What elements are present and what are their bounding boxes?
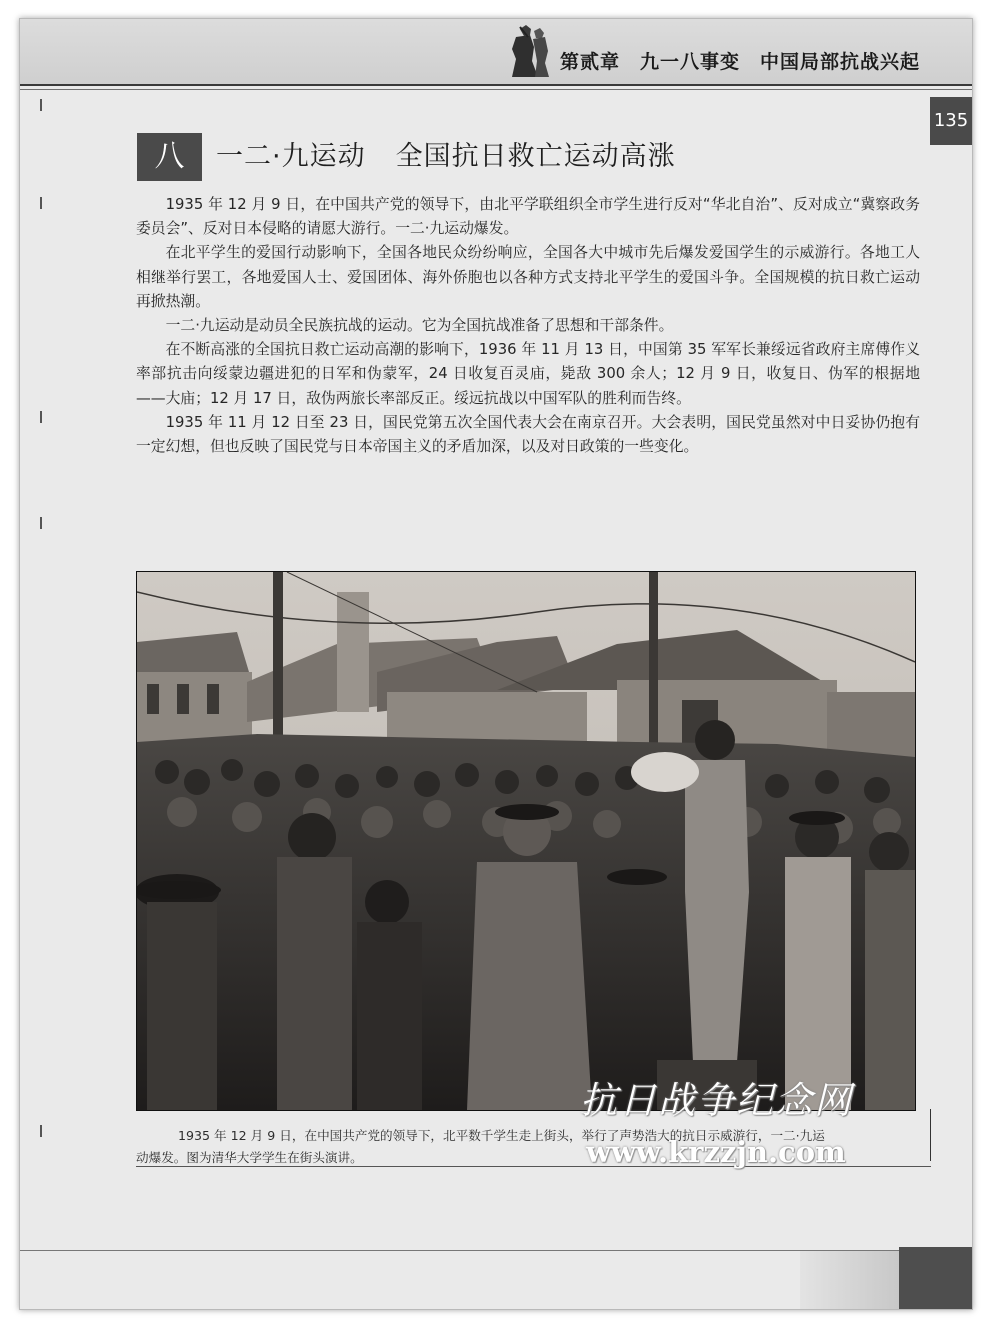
street-speech-photo-image [137, 572, 915, 1110]
page-header [20, 19, 972, 85]
header-rule-thin [20, 89, 972, 90]
caption-rule-vertical [930, 1109, 931, 1161]
section-title-part2: 全国抗日救亡运动高涨 [395, 141, 676, 172]
section-title [216, 133, 676, 181]
watermark-url: www.krzzjn.com [586, 1135, 846, 1169]
header-rule [20, 84, 972, 86]
paragraph: 在北平学生的爱国行动影响下，全国各地民众纷纷响应，全国各大中城市先后爆发爱国学生的示威游行。各地工人相继举行罢工，各地爱国人士、爱国团体、海外侨胞也以各种方式支持北平学生的爱国斗争。全国规模的抗日救亡运动再掀热潮。 [136, 244, 920, 310]
soldier-statue-icon [506, 23, 554, 79]
margin-tick [40, 1125, 42, 1137]
caption-line: 动爆发。图为清华大学学生在街头演讲。 [136, 1150, 363, 1165]
book-page [19, 18, 973, 1310]
paragraph: 1935 年 12 月 9 日，在中国共产党的领导下，由北平学联组织全市学生进行反对“华北自治”、反对成立“冀察政务委员会”、反对日本侵略的请愿大游行。一二·九运动爆发。 [136, 196, 920, 238]
margin-tick [40, 197, 42, 209]
margin-tick [40, 411, 42, 423]
footer-tab [899, 1247, 972, 1309]
margin-tick [40, 99, 42, 111]
margin-tick [40, 517, 42, 529]
page-number: 135 [930, 97, 972, 145]
footer-gradient-block [800, 1251, 899, 1309]
caption-line: 1935 年 12 月 9 日，在中国共产党的领导下，北平数千学生走上街头，举行了声势浩大的抗日示威游行，一二·九运 [178, 1128, 825, 1143]
paragraph: 一二·九运动是动员全民族抗战的运动。它为全国抗战准备了思想和干部条件。 [165, 317, 674, 335]
paragraph: 在不断高涨的全国抗日救亡运动高潮的影响下，1936 年 11 月 13 日，中国第 35 军军长兼绥远省政府主席傅作义率部抗击向绥蒙边疆进犯的日军和伪蒙军，24 日收复百灵庙，毙敌 300 余人；12 月 9 日，收复日、伪军的根据地——大庙；12 月 17 日，敌伪两旅长率部反正。绥远抗战以中国军队的胜利而告终。 [136, 341, 920, 407]
historical-photo [136, 571, 916, 1111]
watermark-chinese: 抗日战争纪念网 [580, 1079, 853, 1122]
body-text [136, 193, 920, 459]
section-number: 八 [137, 133, 202, 181]
chapter-title: 第贰章 九一八事变 中国局部抗战兴起 [560, 51, 921, 73]
paragraph: 1935 年 11 月 12 日至 23 日，国民党第五次全国代表大会在南京召开。大会表明，国民党虽然对中日妥协仍抱有一定幻想，但也反映了国民党与日本帝国主义的矛盾加深，以及对日政策的一些变化。 [136, 413, 920, 456]
section-title-part1: 一二·九运动 [216, 141, 366, 172]
